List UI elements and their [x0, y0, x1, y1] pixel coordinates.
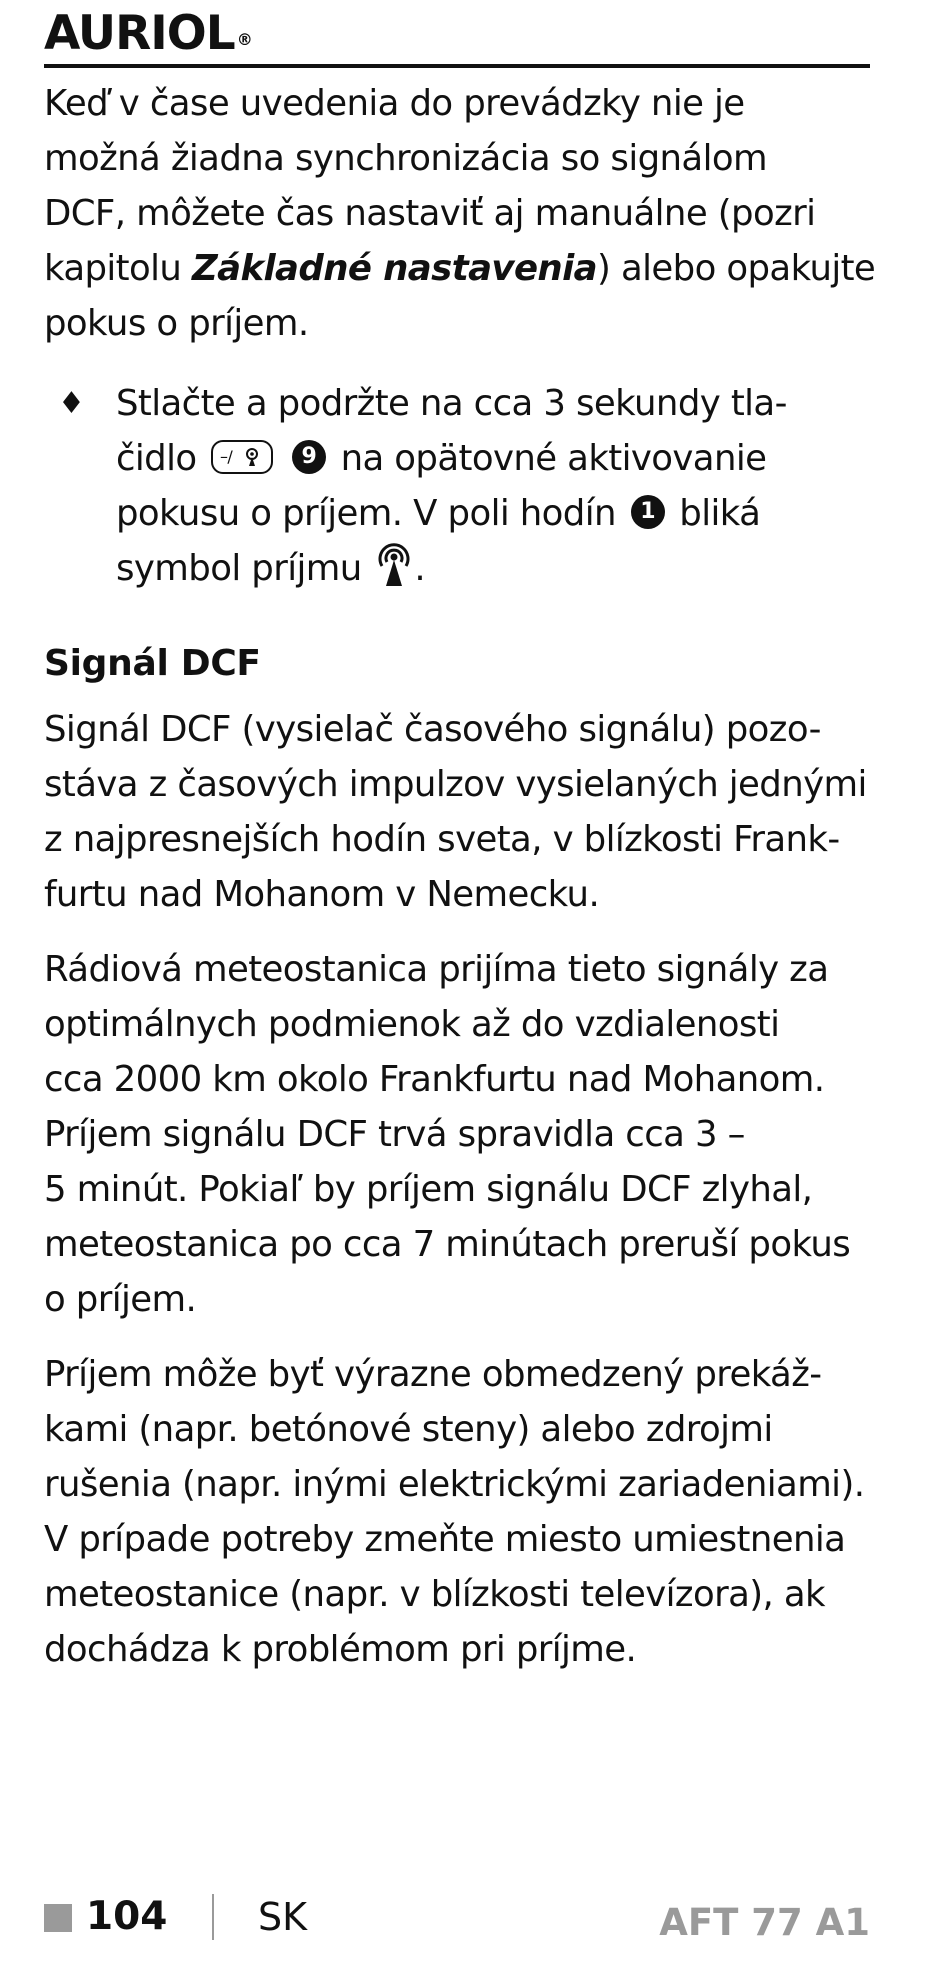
brand-name: AURIOL	[44, 6, 235, 61]
intro-line: pokus o príjem.	[44, 303, 309, 344]
svg-text:–/: –/	[220, 447, 233, 466]
paragraph-line: Signál DCF (vysielač časového signálu) pozo-	[44, 709, 821, 750]
dcf-paragraph-3	[44, 1347, 870, 1677]
dcf-paragraph-2	[44, 942, 870, 1327]
callout-number-9: 9	[292, 440, 326, 474]
bullet-line: Stlačte a podržte na cca 3 sekundy tla-	[116, 383, 787, 424]
bullet-line	[116, 486, 787, 541]
paragraph-line: kami (napr. betónové steny) alebo zdrojmi	[44, 1409, 773, 1450]
paragraph-line: cca 2000 km okolo Frankfurtu nad Mohanom.	[44, 1059, 825, 1100]
dcf-paragraph-1	[44, 702, 870, 922]
bullet-text: na opätovné aktivovanie	[340, 438, 767, 479]
bullet-text: bliká	[679, 493, 761, 534]
paragraph-line: stáva z časových impulzov vysielaných jednými	[44, 764, 867, 805]
intro-line: DCF, môžete čas nastaviť aj manuálne (pozri	[44, 193, 816, 234]
paragraph-line: Príjem môže byť výrazne obmedzený prekáž-	[44, 1354, 822, 1395]
footer-marker-square	[44, 1904, 72, 1932]
paragraph-line: meteostanica po cca 7 minútach preruší pokus	[44, 1224, 851, 1265]
diamond-bullet-icon: ♦	[58, 386, 85, 421]
wifi-reception-key-icon	[211, 440, 273, 474]
reception-symbol-icon	[374, 540, 414, 588]
intro-text: kapitolu	[44, 248, 192, 289]
paragraph-line: V prípade potreby zmeňte miesto umiestnenia	[44, 1519, 846, 1560]
paragraph-line: rušenia (napr. inými elektrickými zariadeniami).	[44, 1464, 865, 1505]
paragraph-line: dochádza k problémom pri príjme.	[44, 1629, 637, 1670]
chapter-reference: Základné nastavenia	[191, 248, 598, 289]
intro-text: ) alebo opakujte	[597, 248, 876, 289]
paragraph-line: meteostanice (napr. v blízkosti televízora), ak	[44, 1574, 825, 1615]
paragraph-line: o príjem.	[44, 1279, 197, 1320]
paragraph-line: 5 minút. Pokiaľ by príjem signálu DCF zlyhal,	[44, 1169, 813, 1210]
intro-paragraph	[44, 76, 876, 351]
paragraph-line: z najpresnejších hodín sveta, v blízkosti Frank-	[44, 819, 840, 860]
bullet-text: symbol príjmu	[116, 548, 362, 589]
model-number: AFT 77 A1	[659, 1901, 870, 1944]
language-code: SK	[258, 1895, 308, 1939]
paragraph-line: Príjem signálu DCF trvá spravidla cca 3 –	[44, 1114, 745, 1155]
brand-logo	[44, 4, 252, 64]
paragraph-line: optimálnych podmienok až do vzdialenosti	[44, 1004, 780, 1045]
bullet-line	[116, 431, 787, 486]
bullet-text: čidlo	[116, 438, 197, 479]
intro-line	[44, 241, 876, 296]
header-rule	[44, 64, 870, 68]
bullet-line	[116, 541, 787, 596]
paragraph-line: furtu nad Mohanom v Nemecku.	[44, 874, 600, 915]
page-number: 104	[86, 1894, 168, 1939]
bullet-text: .	[414, 548, 425, 589]
paragraph-line: Rádiová meteostanica prijíma tieto signály za	[44, 949, 829, 990]
intro-line: možná žiadna synchronizácia so signálom	[44, 138, 767, 179]
footer-divider	[212, 1894, 214, 1940]
callout-number-1: 1	[631, 495, 665, 529]
intro-line: Keď v čase uvedenia do prevádzky nie je	[44, 83, 745, 124]
bullet-text: pokusu o príjem. V poli hodín	[116, 493, 616, 534]
section-heading: Signál DCF	[44, 643, 261, 684]
registered-mark: ®	[236, 30, 252, 49]
